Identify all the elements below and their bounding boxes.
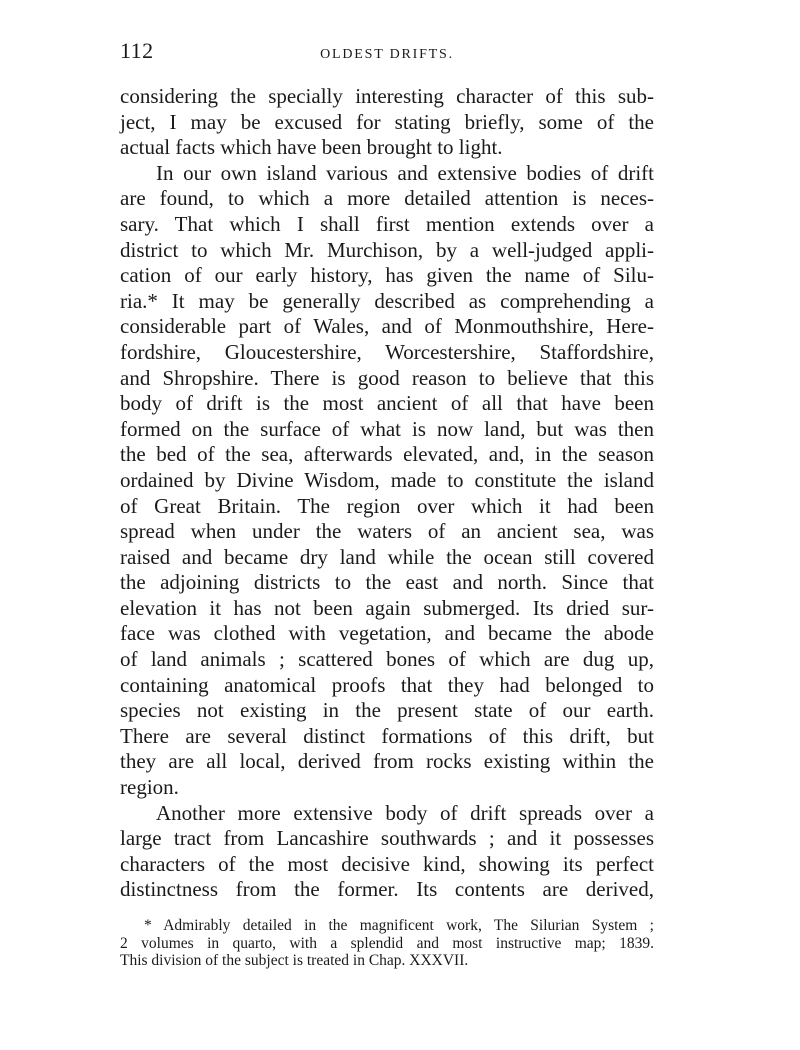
text-line: of land animals ; scattered bones of which are dug up, [120,647,654,672]
text-line: ject, I may be excused for stating briefly, some of the [120,109,654,134]
text-line: raised and became dry land while the ocean still covered [120,544,654,569]
text-line: sary. That which I shall first mention extends over a [120,211,654,236]
text-line: ria.* It may be generally described as comprehending a [120,288,654,313]
text-line: district to which Mr. Murchison, by a well-judged appli- [120,237,654,262]
text-line: considerable part of Wales, and of Monmouthshire, Here- [120,314,654,339]
text-line: spread when under the waters of an ancient sea, was [120,519,654,544]
text-line: and Shropshire. There is good reason to believe that this [120,365,654,390]
page-number: 112 [120,38,154,63]
text-line: elevation it has not been again submerged. Its dried sur- [120,595,654,620]
text-line: face was clothed with vegetation, and became the abode [120,621,654,646]
text-line: considering the specially interesting character of this sub- [120,84,654,108]
text-line: cation of our early history, has given the name of Silu- [120,263,654,288]
text-line: formed on the surface of what is now land, but was then [120,416,654,441]
text-line: containing anatomical proofs that they had belonged to [120,672,654,697]
text-line: characters of the most decisive kind, showing its perfect [120,851,654,876]
text-line: the adjoining districts to the east and north. Since that [120,570,654,595]
footnote [120,917,654,970]
running-head [120,38,654,72]
footnote-line: 2 volumes in quarto, with a splendid and most instructive map; 1839. [120,934,654,952]
text-line: Another more extensive body of drift spreads over a [156,800,654,825]
text-line: large tract from Lancashire southwards ; and it possesses [120,826,654,851]
footnote-line: * Admirably detailed in the magnificent work, The Silurian System ; [144,917,654,934]
text-line: actual facts which have been brought to light. [120,135,503,160]
running-title: OLDEST DRIFTS. [320,47,454,62]
text-line: the bed of the sea, afterwards elevated, and, in the season [120,442,654,467]
text-line: There are several distinct formations of this drift, but [120,723,654,748]
text-line: fordshire, Gloucestershire, Worcestershire, Staffordshire, [120,339,654,364]
text-line: region. [120,775,179,800]
book-page [120,38,654,970]
text-line: body of drift is the most ancient of all that have been [120,391,654,416]
text-line: distinctness from the former. Its contents are derived, [120,877,654,902]
text-line: ordained by Divine Wisdom, made to constitute the island [120,467,654,492]
body-text [120,84,654,903]
text-line: are found, to which a more detailed attention is neces- [120,186,654,211]
text-line: of Great Britain. The region over which it had been [120,493,654,518]
text-line: species not existing in the present state of our earth. [120,698,654,723]
footnote-line: This division of the subject is treated in Chap. XXXVII. [120,952,469,969]
text-line: In our own island various and extensive bodies of drift [156,160,654,185]
text-line: they are all local, derived from rocks existing within the [120,749,654,774]
